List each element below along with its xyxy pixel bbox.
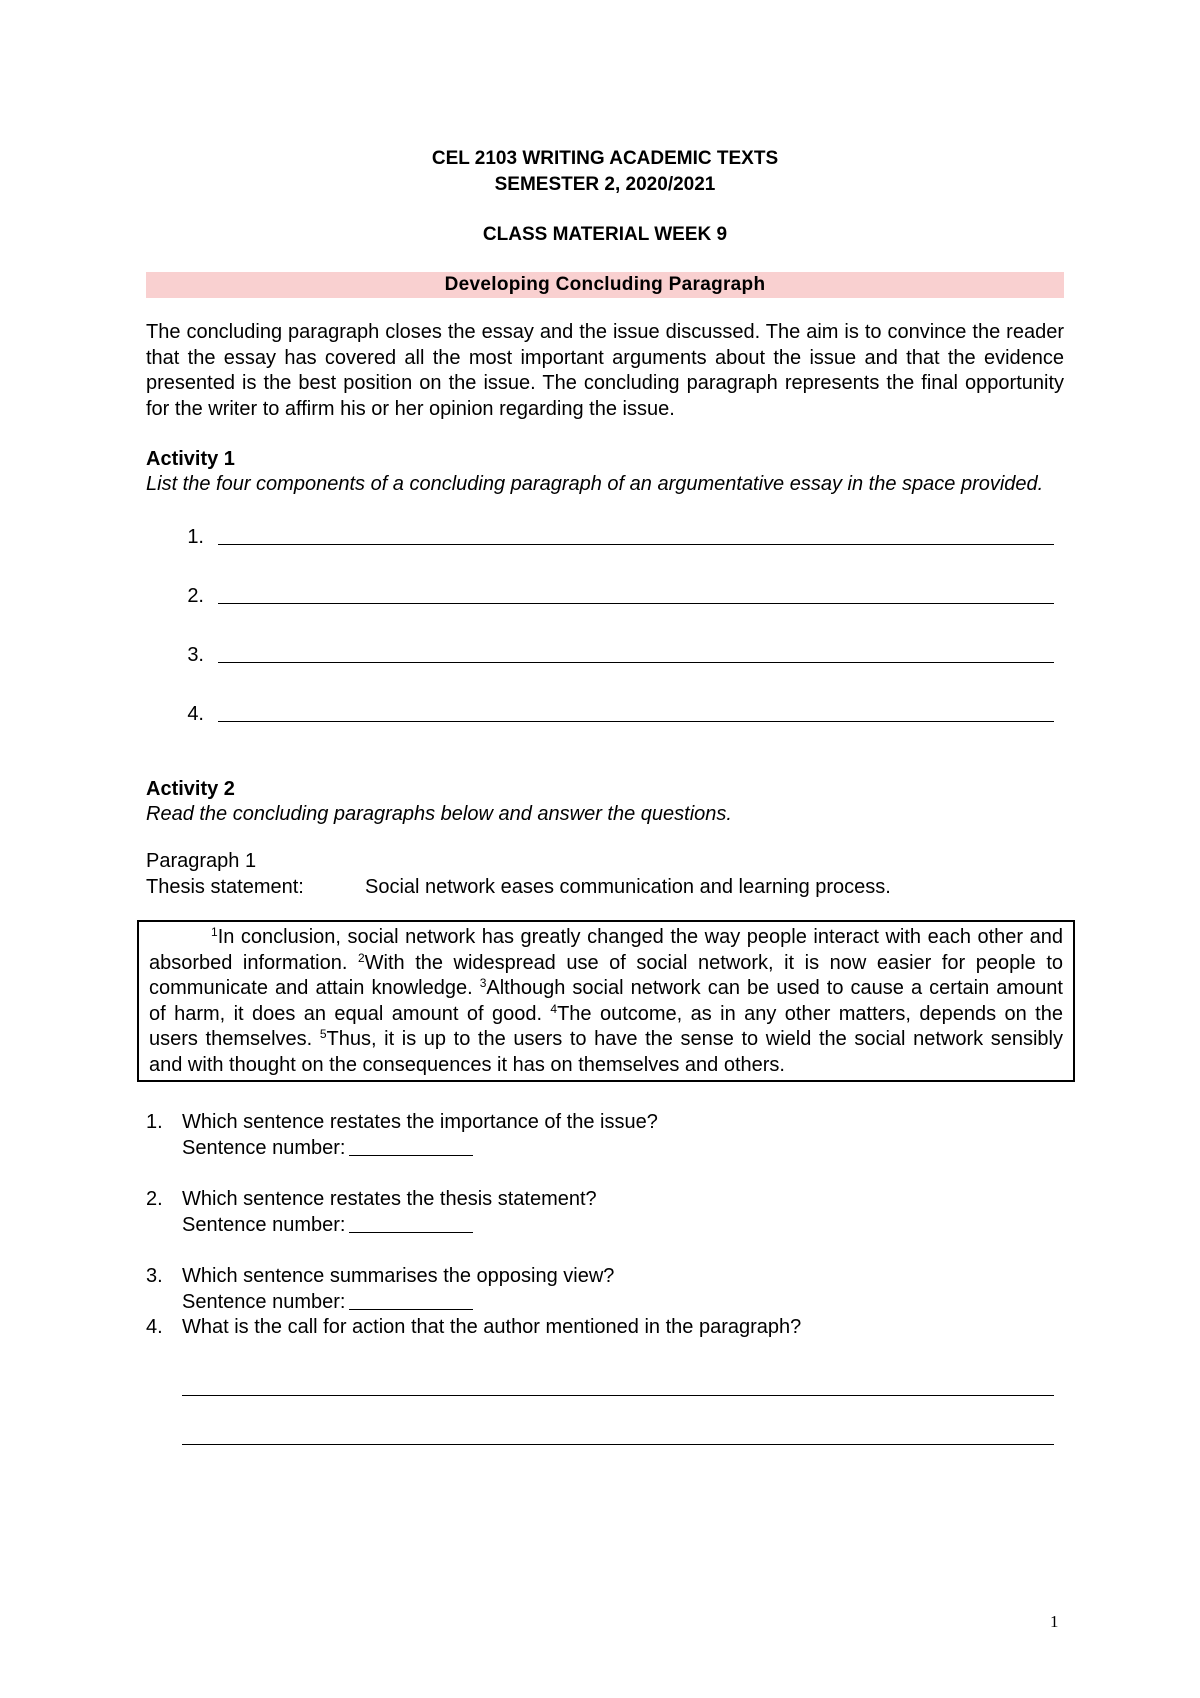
answer-number: 2. (187, 584, 204, 607)
course-title: CEL 2103 WRITING ACADEMIC TEXTS (431, 148, 779, 169)
thesis-text: Social network eases communication and learning process. (365, 875, 891, 898)
sentence-number: 1 (211, 925, 218, 939)
sentence-number: 3 (479, 976, 487, 990)
question-item (146, 1264, 1064, 1315)
material-title: CLASS MATERIAL WEEK 9 (482, 224, 728, 245)
question-list (146, 1110, 1064, 1341)
sentence-number: 4 (550, 1001, 558, 1016)
call-for-action-answer-lines (182, 1377, 1064, 1445)
answer-blank-line[interactable] (218, 642, 1064, 701)
answer-row (146, 642, 1064, 701)
question-item (146, 1315, 1064, 1341)
answer-number: 3. (187, 643, 204, 666)
question-item (146, 1187, 1064, 1238)
question-text: Which sentence summarises the opposing view? (182, 1265, 615, 1287)
sentence-number-blank[interactable] (349, 1213, 473, 1233)
answer-label: Sentence number: (182, 1136, 346, 1159)
section-banner: Developing Concluding Paragraph (146, 272, 1064, 298)
page-number: 1 (1050, 1612, 1059, 1631)
intro-paragraph: The concluding paragraph closes the essay and the issue discussed. The aim is to convince the reader that the essay has covered all the most important arguments about the issue and that the evidence presented is the best position on the issue. The concluding paragraph represents the final opportunity for the writer to affirm his or her opinion regarding the issue. (146, 321, 1064, 420)
question-text: Which sentence restates the thesis statement? (182, 1188, 597, 1210)
activity1-title: Activity 1 (146, 448, 235, 470)
thesis-label: Thesis statement: (146, 875, 304, 898)
sentence-number: 2 (357, 950, 365, 965)
question-text: Which sentence restates the importance of the issue? (182, 1111, 658, 1133)
answer-blank-line[interactable] (218, 701, 1064, 760)
answer-label: Sentence number: (182, 1290, 346, 1313)
answer-row (146, 524, 1064, 583)
sentence-text: The outcome, as in any other matters, depends on the users themselves. (149, 1002, 1063, 1050)
activity1-instruction: List the four components of a concluding paragraph of an argumentative essay in the space provided. (146, 473, 1044, 495)
answer-row (146, 701, 1064, 760)
question-number: 1. (146, 1111, 163, 1133)
concluding-paragraph-box (137, 920, 1075, 1082)
question-item (146, 1110, 1064, 1161)
question-text: What is the call for action that the author mentioned in the paragraph? (182, 1316, 802, 1338)
answer-label: Sentence number: (182, 1213, 346, 1236)
question-number: 4. (146, 1316, 163, 1338)
sentence-number-blank[interactable] (349, 1290, 473, 1310)
paragraph-label: Paragraph 1 (146, 850, 257, 872)
answer-blank-line[interactable] (218, 583, 1064, 642)
sentence-text: With the widespread use of social network, it is now easier for people to communicate and attain knowledge. (149, 951, 1063, 999)
sentence-number: 5 (319, 1027, 327, 1041)
answer-row (146, 583, 1064, 642)
sentence-text: In conclusion, social network has greatly changed the way people interact with each other and absorbed information. (149, 926, 1063, 974)
sentence-text: Thus, it is up to the users to have the sense to wield the social network sensibly and with thought on the consequences it has on themselves and others. (149, 1028, 1063, 1076)
answer-blank-line[interactable] (182, 1377, 1054, 1396)
sentence-text: Although social network can be used to cause a certain amount of harm, it does an equal amount of good. (149, 977, 1063, 1025)
activity2-instruction: Read the concluding paragraphs below and answer the questions. (146, 802, 732, 825)
answer-blank-line[interactable] (182, 1426, 1054, 1445)
activity1-answer-list (146, 524, 1064, 760)
answer-number: 4. (187, 702, 204, 725)
sentence-number-blank[interactable] (349, 1136, 473, 1156)
activity2-title: Activity 2 (146, 777, 235, 800)
document-page (146, 0, 1064, 1475)
thesis-row (146, 875, 1064, 901)
question-number: 3. (146, 1265, 163, 1287)
question-number: 2. (146, 1188, 163, 1210)
semester-title: SEMESTER 2, 2020/2021 (494, 174, 716, 195)
answer-blank-line[interactable] (218, 524, 1064, 583)
answer-number: 1. (187, 525, 204, 548)
